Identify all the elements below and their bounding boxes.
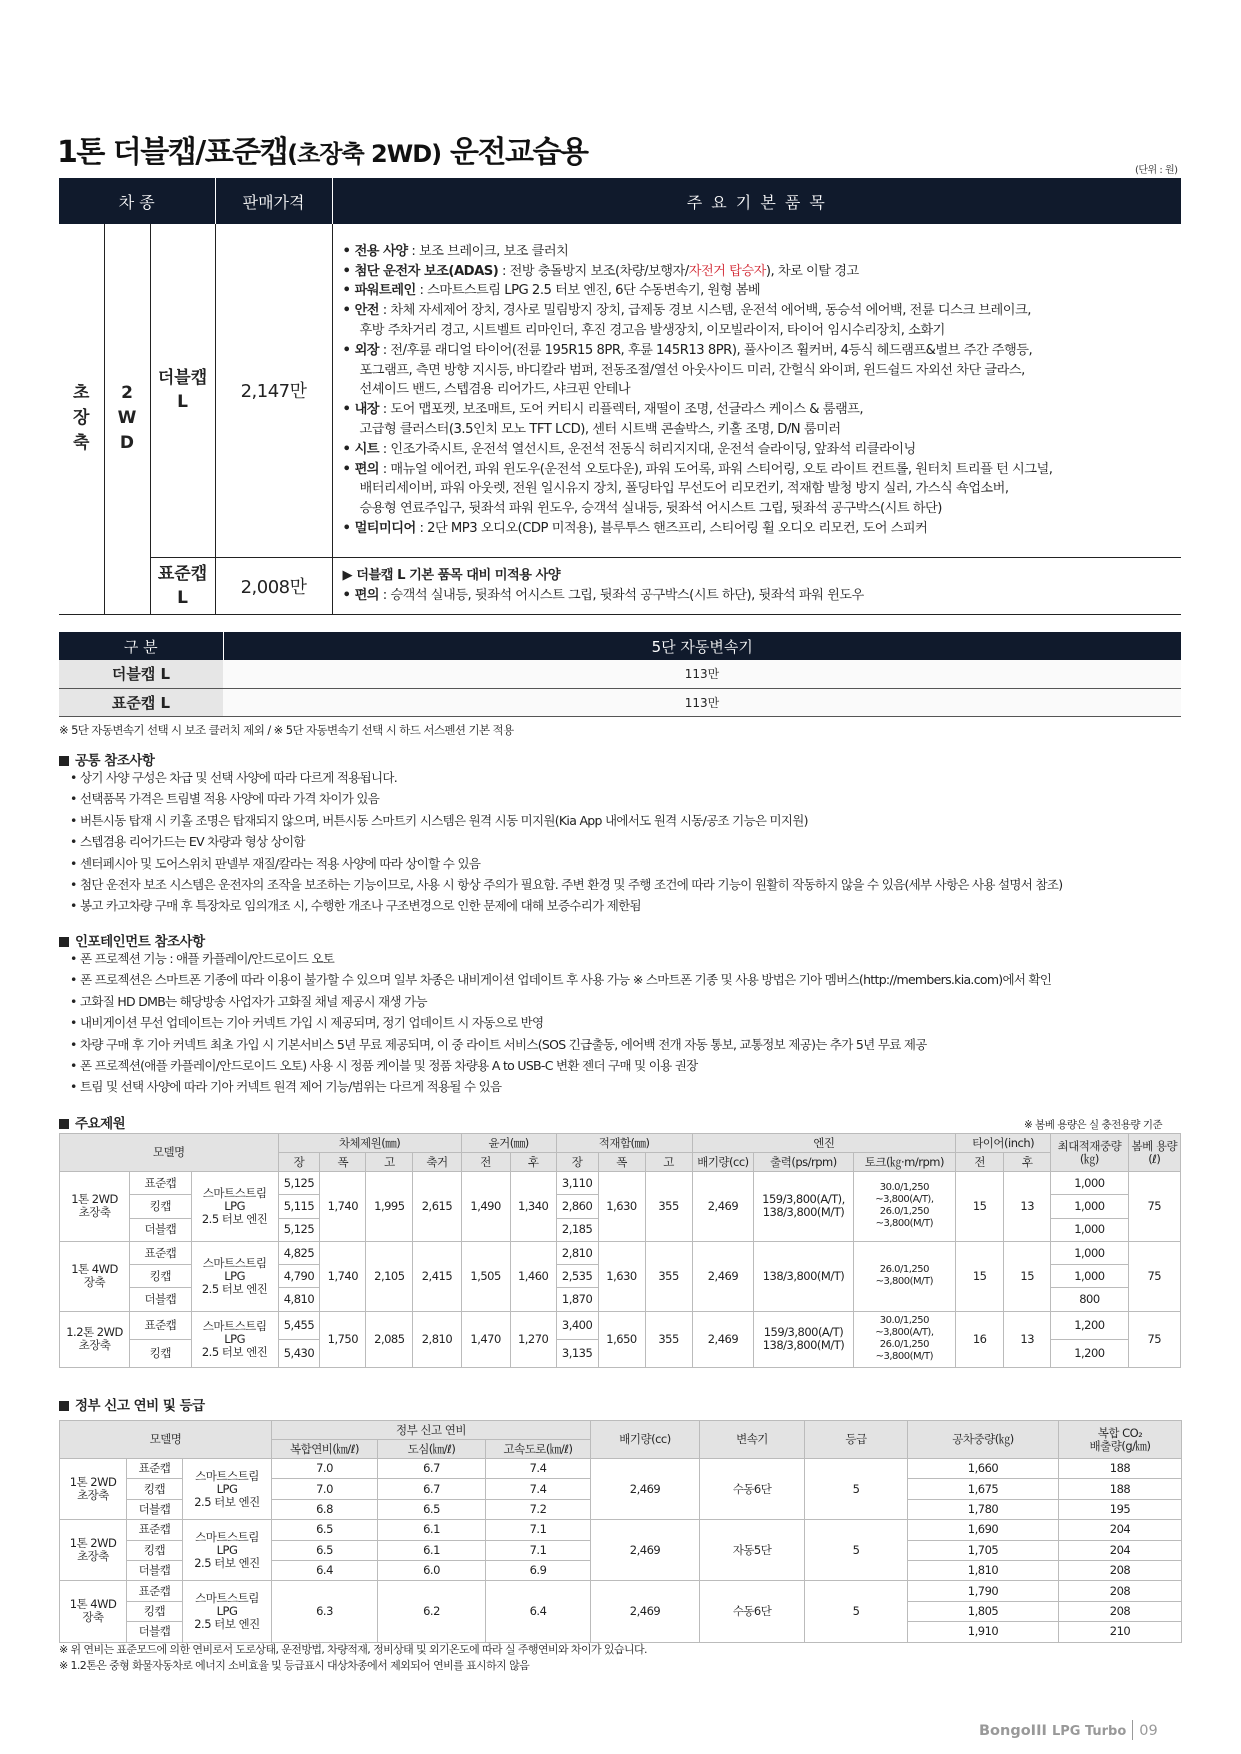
spec-tire-rear: 15 [1004, 1241, 1051, 1311]
spec-tread-front: 1,470 [461, 1311, 510, 1367]
price-table [59, 178, 1181, 615]
fuel-table [59, 1420, 1182, 1643]
spec-bombe: 75 [1128, 1311, 1180, 1367]
double-cab-features [332, 224, 1181, 557]
fuel-highway: 7.1 [486, 1520, 591, 1540]
spec-tread-front: 1,490 [461, 1172, 510, 1242]
fuel-combined: 6.8 [272, 1499, 378, 1519]
table-row [60, 1520, 1182, 1540]
spec-cargo-len: 1,870 [556, 1288, 598, 1311]
fuel-city: 6.0 [378, 1560, 486, 1580]
fuel-highway: 7.1 [486, 1540, 591, 1560]
feature-line: • 외장 : 전/후륜 래디얼 타이어(전륜 195R15 8PR, 후륜 145R13 8PR), 풀사이즈 휠커버, 4등식 헤드램프&벌브 주간 주행등, [342, 342, 1033, 358]
list-item: • 트림 및 선택 사양에 따라 기아 커넥트 원격 제어 기능/범위는 다르게 적용될 수 있음 [70, 1076, 1051, 1097]
footer [979, 1720, 1158, 1740]
feature-line: • 편의 : 매뉴얼 에어컨, 파워 윈도우(운전석 오토다운), 파워 도어록, 파워 스티어링, 오토 라이트 컨트롤, 원터치 트리플 턴 시그널, [342, 461, 1053, 477]
fuel-city: 6.7 [378, 1459, 486, 1479]
spec-len: 5,125 [278, 1172, 320, 1195]
feature-line: 선셰이드 밴드, 스텝겸용 리어가드, 샤크핀 안테나 [359, 382, 631, 398]
table-row [60, 1581, 1182, 1601]
spec-cargo-wid: 1,630 [598, 1241, 645, 1311]
spec-len: 4,825 [278, 1241, 320, 1264]
spec-disp: 2,469 [692, 1311, 754, 1367]
fuel-cab: 더블캡 [127, 1560, 183, 1580]
spec-power: 159/3,800(A/T), 138/3,800(M/T) [754, 1172, 853, 1242]
double-cab-name: 더블캡 L [150, 224, 215, 557]
fuel-highway: 7.2 [486, 1499, 591, 1519]
spec-hgt: 2,105 [366, 1241, 413, 1311]
spec-maxload: 1,200 [1051, 1311, 1128, 1339]
square-bullet-icon [59, 1119, 69, 1129]
spec-h-body: 차체제원(㎜) [278, 1134, 461, 1153]
standard-heading: ▶ 더블캡 L 기본 품목 대비 미적용 사양 [342, 567, 561, 583]
spec-maxload: 1,000 [1051, 1195, 1128, 1218]
fuel-highway: 7.4 [486, 1459, 591, 1479]
spec-h-cargo-hgt: 고 [645, 1153, 692, 1172]
trans-row-label: 더블캡 L [59, 660, 223, 688]
spec-cab: 킹캡 [130, 1265, 192, 1288]
spec-maxload: 1,200 [1051, 1339, 1128, 1367]
fuel-disp: 2,469 [591, 1459, 700, 1520]
header-features: 주 요 기 본 품 목 [332, 178, 1181, 224]
spec-torque: 30.0/1,250 ~3,800(A/T), 26.0/1,250 ~3,800(M/T) [853, 1311, 955, 1367]
spec-wid: 1,740 [320, 1241, 366, 1311]
fuel-note: ※ 위 연비는 표준모드에 의한 연비로서 도로상태, 운전방법, 차량적재, 정비상태 및 외기온도에 따라 실 주행연비와 차이가 있습니다. [59, 1643, 647, 1656]
spec-h-tire-front: 전 [956, 1153, 1004, 1172]
spec-h-cargo: 적재함(㎜) [556, 1134, 692, 1153]
square-bullet-icon [59, 756, 69, 766]
footer-divider [1132, 1720, 1133, 1740]
spec-h-bombe: 봄베 용량 (ℓ) [1128, 1134, 1180, 1172]
list-item: • 버튼시동 탑재 시 키홀 조명은 탑재되지 않으며, 버튼시동 스마트키 시스템은 원격 시동 미지원(Kia App 내에서도 원격 시동/공조 기능은 미지원) [70, 810, 1062, 831]
spec-cargo-len: 2,185 [556, 1218, 598, 1241]
fuel-model-name: 1톤 4WD 장축 [60, 1581, 127, 1642]
square-bullet-icon [59, 1401, 69, 1411]
list-item: • 차량 구매 후 기아 커넥트 최초 가입 시 기본서비스 5년 무료 제공되며, 이 중 라이트 서비스(SOS 긴급출동, 에어백 전개 자동 통보, 교통정보 제공)는 추가 5년 무료 제공 [70, 1034, 1051, 1055]
spec-wb: 2,415 [413, 1241, 461, 1311]
spec-h-disp: 배기량(cc) [692, 1153, 754, 1172]
fuel-weight: 1,690 [908, 1520, 1059, 1540]
fuel-co2: 204 [1059, 1540, 1182, 1560]
spec-cargo-hgt: 355 [645, 1311, 692, 1367]
fuel-h-disp: 배기량(cc) [591, 1421, 700, 1459]
spec-h-hgt: 고 [366, 1153, 413, 1172]
unit-label: (단위 : 원) [1135, 165, 1178, 176]
fuel-engine-name: 스마트스트림 LPG 2.5 터보 엔진 [183, 1581, 272, 1642]
fuel-weight: 1,805 [908, 1601, 1059, 1621]
spec-h-engine: 엔진 [692, 1134, 955, 1153]
spec-torque: 30.0/1,250 ~3,800(A/T), 26.0/1,250 ~3,800(M/T) [853, 1172, 955, 1242]
page-number: 09 [1139, 1723, 1158, 1739]
spec-cargo-wid: 1,650 [598, 1311, 645, 1367]
spec-cab: 더블캡 [130, 1288, 192, 1311]
fuel-weight: 1,675 [908, 1479, 1059, 1499]
title-main: 1톤 더블캡/표준캡 [57, 135, 288, 170]
square-bullet-icon [59, 937, 69, 947]
spec-cargo-len: 2,860 [556, 1195, 598, 1218]
spec-cargo-hgt: 355 [645, 1241, 692, 1311]
fuel-engine-name: 스마트스트림 LPG 2.5 터보 엔진 [183, 1459, 272, 1520]
fuel-trans: 수동6단 [700, 1459, 805, 1520]
spec-tread-rear: 1,460 [510, 1241, 556, 1311]
fuel-combined: 7.0 [272, 1459, 378, 1479]
header-model: 차 종 [59, 178, 215, 224]
feature-line: 고급형 클러스터(3.5인치 모노 TFT LCD), 센터 시트백 콘솔박스, 키홀 조명, D/N 룸미러 [359, 421, 841, 437]
fuel-city: 6.7 [378, 1479, 486, 1499]
fuel-engine-name: 스마트스트림 LPG 2.5 터보 엔진 [183, 1520, 272, 1581]
fuel-weight: 1,780 [908, 1499, 1059, 1519]
spec-cab: 표준캡 [130, 1172, 192, 1195]
spec-h-wid: 폭 [320, 1153, 366, 1172]
spec-cargo-len: 3,110 [556, 1172, 598, 1195]
footer-brand: BongoIII [979, 1723, 1047, 1739]
spec-power: 159/3,800(A/T) 138/3,800(M/T) [754, 1311, 853, 1367]
fuel-h-combined: 복합연비(㎞/ℓ) [272, 1440, 378, 1459]
spec-cargo-wid: 1,630 [598, 1172, 645, 1242]
fuel-weight: 1,910 [908, 1622, 1059, 1642]
fuel-h-grade: 등급 [805, 1421, 908, 1459]
feature-line: 후방 주차거리 경고, 시트벨트 리마인더, 후진 경고음 발생장치, 이모빌라이저, 타이어 임시수리장치, 소화기 [359, 322, 945, 338]
spec-h-cargo-len: 장 [556, 1153, 598, 1172]
fuel-co2: 208 [1059, 1560, 1182, 1580]
list-item: • 폰 프로젝션(애플 카플레이/안드로이드 오토) 사용 시 정품 케이블 및 정품 차량용 A to USB-C 변환 젠더 구매 및 이용 권장 [70, 1055, 1051, 1076]
spec-model-name: 1톤 2WD 초장축 [60, 1172, 130, 1242]
table-row [60, 1459, 1182, 1479]
list-item: • 고화질 HD DMB는 해당방송 사업자가 고화질 채널 제공시 재생 가능 [70, 991, 1051, 1012]
feature-line: 배터리세이버, 파워 아웃렛, 전원 일시유지 장치, 폴딩타입 무선도어 리모컨키, 적재함 발청 방지 실러, 가스식 쇽업소버, [359, 481, 1009, 497]
common-notes-title: 공통 참조사항 [59, 749, 154, 769]
spec-cargo-hgt: 355 [645, 1172, 692, 1242]
standard-cab-name: 표준캡 L [150, 557, 215, 614]
spec-model-name: 1.2톤 2WD 초장축 [60, 1311, 130, 1367]
spec-bombe: 75 [1128, 1172, 1180, 1242]
fuel-h-city: 도심(㎞/ℓ) [378, 1440, 486, 1459]
spec-h-model: 모델명 [60, 1134, 279, 1172]
fuel-highway: 6.4 [486, 1581, 591, 1642]
list-item: • 첨단 운전자 보조 시스템은 운전자의 조작을 보조하는 기능이므로, 사용 시 항상 주의가 필요함. 주변 환경 및 주행 조건에 따라 기능이 원활히 작동하지 않을 수 있음(세부 사항은 사용 설명서 참조) [70, 874, 1062, 895]
spec-hgt: 2,085 [366, 1311, 413, 1367]
spec-h-tread-front: 전 [461, 1153, 510, 1172]
fuel-note: ※ 1.2톤은 중형 화물자동차로 에너지 소비효율 및 등급표시 대상차종에서 제외되어 연비를 표시하지 않음 [59, 1659, 530, 1672]
infotainment-notes-title: 인포테인먼트 참조사항 [59, 930, 205, 950]
list-item: • 스텝겸용 리어가드는 EV 차량과 형상 상이함 [70, 831, 1062, 852]
spec-h-len: 장 [278, 1153, 320, 1172]
feature-line: • 파워트레인 : 스마트스트림 LPG 2.5 터보 엔진, 6단 수동변속기, 원형 봄베 [342, 283, 761, 299]
list-item: • 센터페시아 및 도어스위치 판넬부 재질/칼라는 적용 사양에 따라 상이할 수 있음 [70, 853, 1062, 874]
fuel-cab: 표준캡 [127, 1520, 183, 1540]
spec-h-power: 출력(ps/rpm) [754, 1153, 853, 1172]
fuel-cab: 표준캡 [127, 1459, 183, 1479]
spec-maxload: 1,000 [1051, 1265, 1128, 1288]
spec-disp: 2,469 [692, 1172, 754, 1242]
fuel-city: 6.1 [378, 1540, 486, 1560]
fuel-co2: 188 [1059, 1459, 1182, 1479]
fuel-co2: 188 [1059, 1479, 1182, 1499]
spec-h-tire-rear: 후 [1004, 1153, 1051, 1172]
feature-line: • 내장 : 도어 맵포켓, 보조매트, 도어 커티시 리플렉터, 재떨이 조명, 선글라스 케이스 & 룸램프, [342, 402, 864, 418]
spec-h-tread: 윤거(㎜) [461, 1134, 556, 1153]
fuel-city: 6.2 [378, 1581, 486, 1642]
spec-power: 138/3,800(M/T) [754, 1241, 853, 1311]
common-notes-list [70, 767, 1062, 917]
spec-cargo-len: 2,535 [556, 1265, 598, 1288]
spec-title: 주요제원 [59, 1112, 125, 1132]
feature-line: • 편의 : 승객석 실내등, 뒷좌석 어시스트 그립, 뒷좌석 공구박스(시트 하단), 뒷좌석 파워 윈도우 [342, 587, 864, 603]
trans-header-right: 5단 자동변속기 [223, 632, 1181, 660]
spec-engine-name: 스마트스트림 LPG 2.5 터보 엔진 [191, 1311, 278, 1367]
trans-row-value: 113만 [223, 660, 1181, 688]
list-item: • 선택품목 가격은 트림별 적용 사양에 따라 가격 차이가 있음 [70, 788, 1062, 809]
fuel-cab: 더블캡 [127, 1499, 183, 1519]
spec-len: 4,810 [278, 1288, 320, 1311]
transmission-table [59, 632, 1181, 717]
fuel-weight: 1,660 [908, 1459, 1059, 1479]
header-price: 판매가격 [215, 178, 332, 224]
fuel-cab: 표준캡 [127, 1581, 183, 1601]
fuel-model-name: 1톤 2WD 초장축 [60, 1520, 127, 1581]
fuel-grade: 5 [805, 1459, 908, 1520]
fuel-title: 정부 신고 연비 및 등급 [59, 1394, 205, 1414]
spec-cargo-len: 3,135 [556, 1339, 598, 1367]
fuel-city: 6.5 [378, 1499, 486, 1519]
feature-line: • 안전 : 차체 자세제어 장치, 경사로 밀림방지 장치, 급제동 경보 시스템, 운전석 에어백, 동승석 에어백, 전륜 디스크 브레이크, [342, 303, 1031, 319]
table-row [60, 1311, 1181, 1339]
fuel-trans: 자동5단 [700, 1520, 805, 1581]
fuel-weight: 1,790 [908, 1581, 1059, 1601]
spec-bombe: 75 [1128, 1241, 1180, 1311]
feature-line: • 첨단 운전자 보조(ADAS) : 전방 충돌방지 보조(차량/보행자/자전거 탑승자), 차로 이탈 경고 [342, 263, 859, 279]
fuel-weight: 1,810 [908, 1560, 1059, 1580]
page-title [57, 127, 587, 171]
spec-wid: 1,740 [320, 1172, 366, 1242]
fuel-h-official: 정부 신고 연비 [272, 1421, 591, 1440]
double-cab-price: 2,147만 [215, 224, 332, 557]
trans-row-label: 표준캡 L [59, 688, 223, 716]
title-tail: 운전교습용 [441, 135, 588, 170]
fuel-cab: 킹캡 [127, 1540, 183, 1560]
fuel-highway: 6.9 [486, 1560, 591, 1580]
fuel-model-name: 1톤 2WD 초장축 [60, 1459, 127, 1520]
standard-cab-features [332, 557, 1181, 614]
fuel-h-co2: 복합 CO₂ 배출량(g/㎞) [1059, 1421, 1182, 1459]
fuel-disp: 2,469 [591, 1581, 700, 1642]
standard-cab-price: 2,008만 [215, 557, 332, 614]
spec-wb: 2,810 [413, 1311, 461, 1367]
fuel-highway: 7.4 [486, 1479, 591, 1499]
fuel-disp: 2,469 [591, 1520, 700, 1581]
spec-tire-front: 15 [956, 1241, 1004, 1311]
list-item: • 상기 사양 구성은 차급 및 선택 사양에 따라 다르게 적용됩니다. [70, 767, 1062, 788]
spec-note: ※ 봄베 용량은 실 충전용량 기준 [1024, 1119, 1163, 1131]
trans-row-value: 113만 [223, 688, 1181, 716]
fuel-h-model: 모델명 [60, 1421, 272, 1459]
fuel-combined: 7.0 [272, 1479, 378, 1499]
spec-engine-name: 스마트스트림 LPG 2.5 터보 엔진 [191, 1241, 278, 1311]
spec-cargo-len: 2,810 [556, 1241, 598, 1264]
fuel-weight: 1,705 [908, 1540, 1059, 1560]
spec-len: 5,125 [278, 1218, 320, 1241]
fuel-co2: 204 [1059, 1520, 1182, 1540]
spec-h-torque: 토크(㎏·m/rpm) [853, 1153, 955, 1172]
fuel-grade: 5 [805, 1581, 908, 1642]
fuel-combined: 6.5 [272, 1540, 378, 1560]
fuel-cab: 킹캡 [127, 1479, 183, 1499]
spec-len: 5,430 [278, 1339, 320, 1367]
spec-cab: 킹캡 [130, 1195, 192, 1218]
fuel-combined: 6.4 [272, 1560, 378, 1580]
fuel-co2: 210 [1059, 1622, 1182, 1642]
fuel-h-highway: 고속도로(㎞/ℓ) [486, 1440, 591, 1459]
title-sub: (초장축 2WD) [287, 140, 442, 168]
infotainment-notes-list [70, 948, 1051, 1098]
spec-maxload: 800 [1051, 1288, 1128, 1311]
spec-engine-name: 스마트스트림 LPG 2.5 터보 엔진 [191, 1172, 278, 1242]
spec-h-tire: 타이어(inch) [956, 1134, 1051, 1153]
feature-line: 승용형 연료주입구, 뒷좌석 파워 윈도우, 승객석 실내등, 뒷좌석 어시스트 그립, 뒷좌석 공구박스(시트 하단) [359, 501, 942, 517]
feature-line: • 시트 : 인조가죽시트, 운전석 열선시트, 운전석 전동식 허리지지대, 운전석 슬라이딩, 앞좌석 리클라이닝 [342, 441, 916, 457]
list-item: • 폰 프로젝션 기능 : 애플 카플레이/안드로이드 오토 [70, 948, 1051, 969]
fuel-combined: 6.5 [272, 1520, 378, 1540]
spec-tire-front: 15 [956, 1172, 1004, 1242]
fuel-grade: 5 [805, 1520, 908, 1581]
spec-cab: 킹캡 [130, 1339, 192, 1367]
fuel-combined: 6.3 [272, 1581, 378, 1642]
fuel-co2: 208 [1059, 1601, 1182, 1621]
spec-h-maxload: 최대적재중량 (㎏) [1051, 1134, 1128, 1172]
spec-disp: 2,469 [692, 1241, 754, 1311]
spec-h-tread-rear: 후 [510, 1153, 556, 1172]
list-item: • 내비게이션 무선 업데이트는 기아 커넥트 가입 시 제공되며, 정기 업데이트 시 자동으로 반영 [70, 1012, 1051, 1033]
spec-tire-front: 16 [956, 1311, 1004, 1367]
spec-cargo-len: 3,400 [556, 1311, 598, 1339]
fuel-h-weight: 공차중량(㎏) [908, 1421, 1059, 1459]
fuel-cab: 킹캡 [127, 1601, 183, 1621]
spec-hgt: 1,995 [366, 1172, 413, 1242]
fuel-trans: 수동6단 [700, 1581, 805, 1642]
spec-len: 4,790 [278, 1265, 320, 1288]
spec-wid: 1,750 [320, 1311, 366, 1367]
spec-wb: 2,615 [413, 1172, 461, 1242]
spec-maxload: 1,000 [1051, 1241, 1128, 1264]
transmission-note: ※ 5단 자동변속기 선택 시 보조 클러치 제외 / ※ 5단 자동변속기 선택 시 하드 서스펜션 기본 적용 [59, 723, 514, 737]
table-row [60, 1172, 1181, 1195]
fuel-cab: 더블캡 [127, 1622, 183, 1642]
spec-maxload: 1,000 [1051, 1218, 1128, 1241]
fuel-co2: 208 [1059, 1581, 1182, 1601]
fuel-city: 6.1 [378, 1520, 486, 1540]
list-item: • 폰 프로젝션은 스마트폰 기종에 따라 이용이 불가할 수 있으며 일부 차종은 내비게이션 업데이트 후 사용 가능 ※ 스마트폰 기종 및 사용 방법은 기아 멤버스(http://members.kia.com)에서 확인 [70, 969, 1051, 990]
spec-h-cargo-wid: 폭 [598, 1153, 645, 1172]
spec-tire-rear: 13 [1004, 1311, 1051, 1367]
spec-cab: 표준캡 [130, 1311, 192, 1339]
spec-len: 5,115 [278, 1195, 320, 1218]
fuel-co2: 195 [1059, 1499, 1182, 1519]
fuel-h-trans: 변속기 [700, 1421, 805, 1459]
table-row [60, 1241, 1181, 1264]
trans-header-left: 구 분 [59, 632, 223, 660]
spec-tread-front: 1,505 [461, 1241, 510, 1311]
class-cell: 초 장 축 [59, 224, 104, 614]
spec-torque: 26.0/1,250 ~3,800(M/T) [853, 1241, 955, 1311]
spec-len: 5,455 [278, 1311, 320, 1339]
footer-model: LPG Turbo [1051, 1724, 1127, 1739]
spec-model-name: 1톤 4WD 장축 [60, 1241, 130, 1311]
spec-cab: 더블캡 [130, 1218, 192, 1241]
feature-line: • 멀티미디어 : 2단 MP3 오디오(CDP 미적용), 블루투스 핸즈프리, 스티어링 휠 오디오 리모컨, 도어 스피커 [342, 520, 928, 536]
drive-cell: 2 W D [104, 224, 150, 614]
list-item: • 봉고 카고차량 구매 후 특장차로 임의개조 시, 수행한 개조나 구조변경으로 인한 문제에 대해 보증수리가 제한됨 [70, 895, 1062, 916]
spec-tread-rear: 1,340 [510, 1172, 556, 1242]
spec-tire-rear: 13 [1004, 1172, 1051, 1242]
spec-tread-rear: 1,270 [510, 1311, 556, 1367]
spec-cab: 표준캡 [130, 1241, 192, 1264]
spec-h-wb: 축거 [413, 1153, 461, 1172]
feature-line: • 전용 사양 : 보조 브레이크, 보조 클러치 [342, 243, 569, 259]
feature-line: 포그램프, 측면 방향 지시등, 바디칼라 범퍼, 전동조절/열선 아웃사이드 미러, 간헐식 와이퍼, 윈드쉴드 자외선 차단 글라스, [359, 362, 1025, 378]
spec-table [59, 1133, 1181, 1368]
spec-maxload: 1,000 [1051, 1172, 1128, 1195]
